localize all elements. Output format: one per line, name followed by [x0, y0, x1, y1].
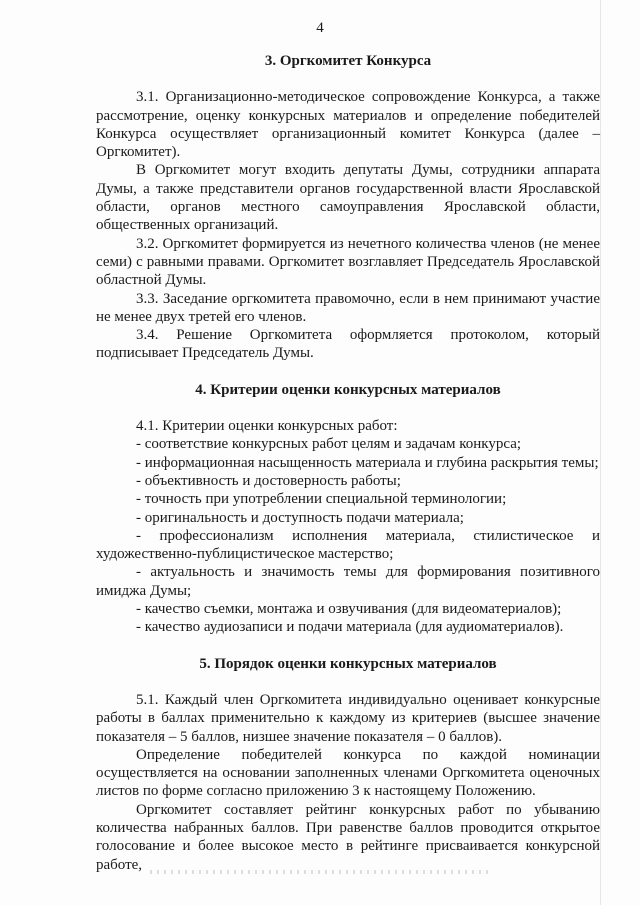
criteria-item: - соответствие конкурсных работ целям и задачам конкурса;	[136, 436, 522, 453]
section-5-paragraph: Оргкомитет составляет рейтинг конкурсных работ по убыванию количества набранных баллов. При равенстве баллов проводится открытое голосование и более высокое место в рейтинге присваивается конкурсной работе,	[96, 801, 600, 873]
criteria-item: - объективность и достоверность работы;	[136, 472, 401, 489]
criteria-item: - оригинальность и доступность подачи материала;	[136, 509, 464, 526]
criteria-item: - качество аудиозаписи и подачи материала (для аудиоматериалов).	[136, 619, 564, 636]
criteria-item: - профессионализм исполнения материала, стилистическое и художественно-публицистическое мастерство;	[96, 527, 600, 563]
section-3-paragraph: 3.3. Заседание оргкомитета правомочно, если в нем принимают участие не менее двух третей его членов.	[96, 290, 600, 325]
section-5-paragraph: 5.1. Каждый член Оргкомитета индивидуально оценивает конкурсные работы в баллах применительно к каждому из критериев (высшее значение показателя – 5 баллов, низшее значение показателя – 0 баллов).	[96, 691, 600, 745]
section-3-paragraph: 3.2. Оргкомитет формируется из нечетного количества членов (не менее семи) с равными правами. Оргкомитет возглавляет Председатель Ярославской областной Думы.	[96, 235, 600, 289]
criteria-item: - качество съемки, монтажа и озвучивания (для видеоматериалов);	[136, 601, 562, 618]
section-3-title: 3. Оргкомитет Конкурса	[264, 53, 432, 69]
section-3-paragraph: 3.1. Организационно-методическое сопровождение Конкурса, а также рассмотрение, оценку конкурсных материалов и определение победителей Конкурса осуществляет организационный комитет Конкурса (далее – Оргкомитет).	[96, 89, 600, 161]
section-5-title: 5. Порядок оценки конкурсных материалов	[199, 655, 497, 672]
scan-artifact-line	[600, 0, 601, 905]
criteria-intro: 4.1. Критерии оценки конкурсных работ:	[136, 418, 398, 435]
section-4-title: 4. Критерии оценки конкурсных материалов	[195, 381, 501, 398]
document-body	[96, 52, 600, 874]
spacer	[96, 70, 600, 88]
criteria-item: - информационная насыщенность материала и глубина раскрытия темы;	[136, 454, 599, 471]
page-number: 4	[316, 20, 324, 36]
scan-artifact-smudge	[150, 870, 490, 874]
spacer	[96, 363, 600, 381]
section-3-paragraph: В Оргкомитет могут входить депутаты Думы, сотрудники аппарата Думы, а также представители органов государственной власти Ярославской области, органов местного самоуправления Ярославской области, общественных организаций.	[96, 162, 600, 234]
spacer	[96, 637, 600, 655]
section-5-paragraph: Определение победителей конкурса по каждой номинации осуществляется на основании заполненных членами Оргкомитета оценочных листов по форме согласно приложению 3 к настоящему Положению.	[96, 746, 600, 800]
spacer	[96, 399, 600, 417]
section-3-paragraph: 3.4. Решение Оргкомитета оформляется протоколом, который подписывает Председатель Думы.	[96, 327, 600, 362]
spacer	[96, 673, 600, 691]
criteria-item: - актуальность и значимость темы для формирования позитивного имиджа Думы;	[96, 564, 600, 599]
criteria-item: - точность при употреблении специальной терминологии;	[136, 491, 507, 508]
